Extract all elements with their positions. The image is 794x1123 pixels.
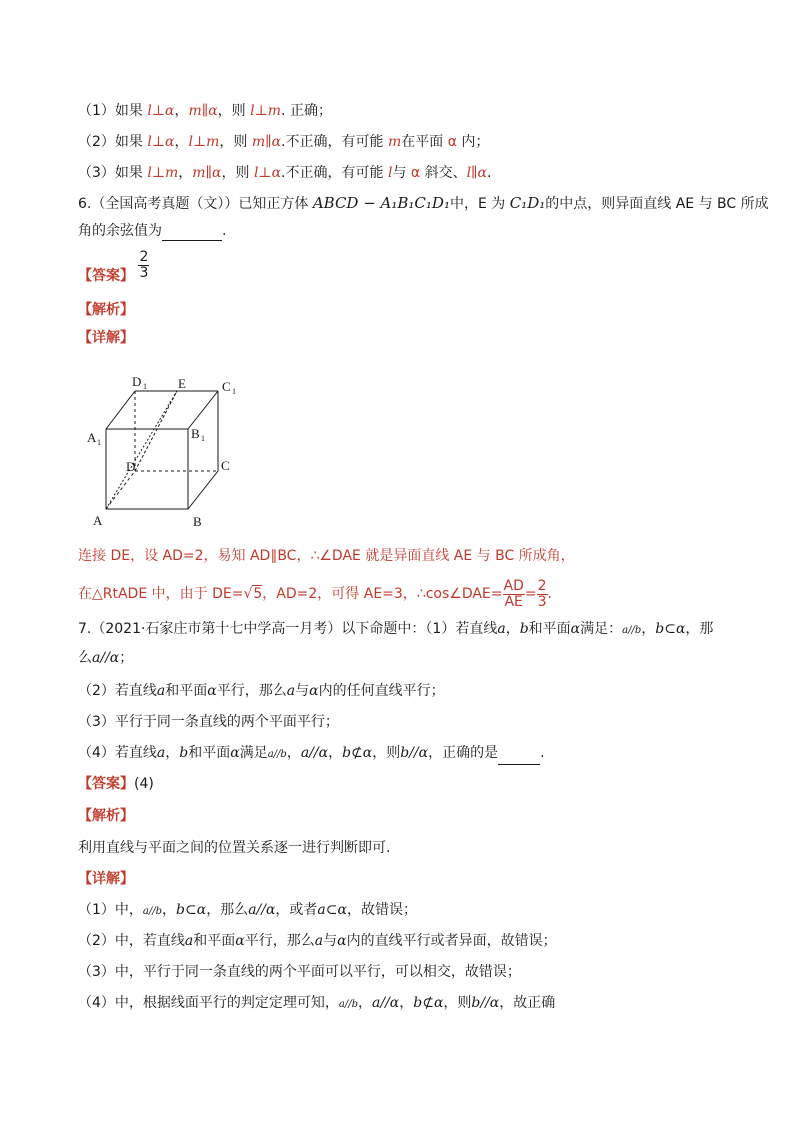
answer-fraction: $\frac{2}{3}$ [139, 249, 149, 281]
question-6-line-2: 角的余弦值为 . [78, 223, 227, 239]
solution-6-line-2: 在△RtADE 中，由于 DE=√5，AD=2，可得 AE=3，∴cos∠DAE= $\frac{AD}{AE}$ = $\frac{2}{3}$ . [78, 577, 552, 610]
label-b: B [193, 514, 202, 529]
label-d: D [126, 459, 136, 474]
detail-heading-7: 【详解】 [78, 871, 134, 887]
statement-2: （2）如果 l⊥α，l⊥m，则 m∥α.不正确，有可能 m在平面 α 内； [78, 134, 490, 150]
label-c1-sub: 1 [232, 387, 236, 396]
edge-b1c1 [188, 391, 218, 429]
question-7-item-2: （2）若直线a和平面α平行，那么a与α内的任何直线平行； [78, 683, 445, 699]
detail-7-item-3: （3）中，平行于同一条直线的两个平面可以平行，可以相交，故错误； [78, 964, 521, 980]
answer-7: 【答案】(4) [78, 776, 154, 792]
detail-7-item-2: （2）中，若直线a和平面α平行，那么a与α内的直线平行或者异面，故错误； [78, 933, 557, 949]
label-d1: D [132, 374, 142, 389]
answer-blank [498, 750, 540, 765]
question-7-item-4: （4）若直线a，b和平面α满足a//b，a//α，b⊄α，则b//α，正确的是 . [78, 743, 545, 765]
answer-blank [162, 226, 222, 241]
segment-ae [106, 391, 177, 509]
solution-6-line-1: 连接 DE，设 AD=2，易知 AD∥BC，∴∠DAE 就是异面直线 AE 与 BC 所成角， [78, 548, 575, 564]
segment-de [135, 391, 177, 471]
detail-7-item-4: （4）中，根据线面平行的判定定理可知，a//b，a//α，b⊄α，则b//α，故正确 [78, 995, 556, 1011]
cube-figure [80, 370, 250, 530]
label-c: C [221, 458, 230, 473]
edge-ad-hidden [106, 471, 135, 509]
front-face [106, 429, 188, 509]
edge-bc [188, 471, 218, 509]
analysis-7: 利用直线与平面之间的位置关系逐一进行判断即可. [78, 840, 391, 856]
label-c1: C [222, 379, 231, 394]
label-d1-sub: 1 [143, 382, 147, 391]
question-7-line-2: 么a//α； [78, 650, 134, 666]
label-e: E [178, 376, 186, 391]
detail-7-item-1: （1）中，a//b，b⊂α，那么a//α，或者a⊂α，故错误； [78, 902, 417, 918]
label-a: A [93, 513, 103, 528]
edge-a1d1 [106, 391, 135, 429]
question-7-item-3: （3）平行于同一条直线的两个平面平行； [78, 714, 339, 730]
analysis-heading-7: 【解析】 [78, 808, 134, 824]
label-b1: B [191, 426, 200, 441]
statement-3: （3）如果 l⊥m，m∥α，则 l⊥α.不正确，有可能 l与 α 斜交、l∥α. [78, 165, 492, 181]
question-7: 7.（2021·石家庄市第十七中学高一月考）以下命题中：（1）若直线a，b和平面α满足：a//b，b⊂α，那 [78, 621, 714, 637]
analysis-heading-6: 【解析】 [78, 302, 134, 318]
label-a1-sub: 1 [97, 438, 101, 447]
detail-heading-6: 【详解】 [78, 330, 134, 346]
label-a1: A [87, 430, 97, 445]
statement-1: （1）如果 l⊥α，m∥α，则 l⊥m. 正确； [78, 103, 332, 119]
question-6: 6.（全国高考真题（文））已知正方体 ABCD − A₁B₁C₁D₁中，E 为 C₁D₁的中点，则异面直线 AE 与 BC 所成 [78, 194, 769, 212]
label-b1-sub: 1 [201, 434, 205, 443]
answer-6: 【答案】 $\frac{2}{3}$ [78, 249, 149, 284]
